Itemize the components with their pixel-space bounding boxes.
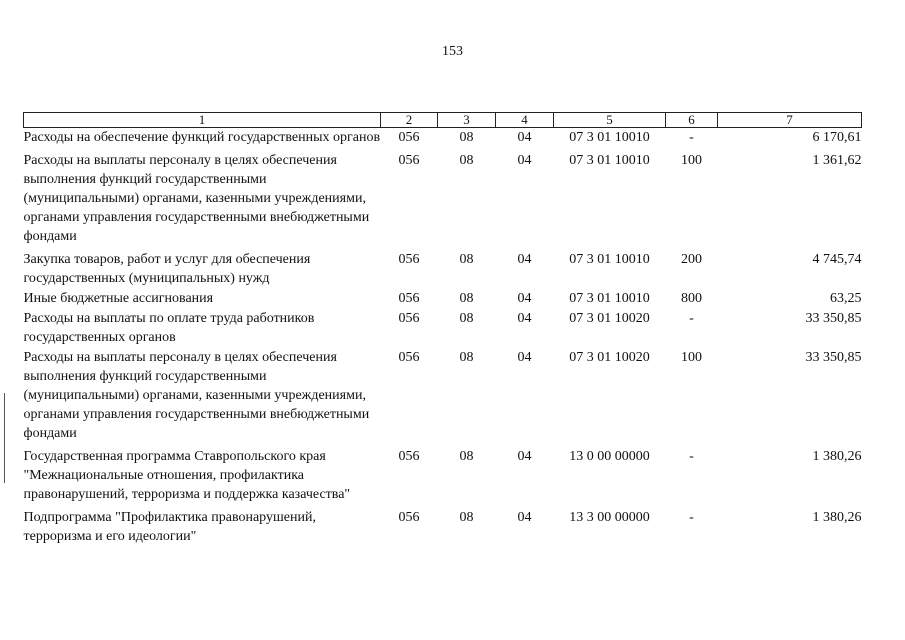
row-rz: 08 — [459, 291, 474, 306]
row-csr: 07 3 01 10020 — [569, 311, 650, 326]
row-name: Расходы на обеспечение функций государственных органов — [23, 130, 381, 145]
scan-margin-line — [4, 393, 5, 483]
row-ved: 056 — [398, 311, 420, 326]
row-ved: 056 — [398, 153, 420, 168]
row-name: Закупка товаров, работ и услуг для обеспечения государственных (муниципальных) нужд — [23, 252, 311, 286]
row-ved: 056 — [398, 291, 420, 306]
header-row — [24, 113, 862, 128]
row-csr: 07 3 01 10010 — [569, 130, 650, 145]
row-csr: 07 3 01 10010 — [569, 153, 650, 168]
row-ved: 056 — [398, 510, 420, 525]
table-row — [24, 508, 862, 547]
row-sum: 4 745,74 — [812, 252, 862, 267]
row-ved: 056 — [398, 350, 420, 365]
row-sum: 1 361,62 — [812, 153, 862, 168]
row-pr: 04 — [517, 350, 532, 365]
row-vr: - — [689, 510, 694, 525]
row-pr: 04 — [517, 153, 532, 168]
row-vr: 100 — [681, 350, 702, 365]
row-ved: 056 — [398, 130, 420, 145]
header-col-5: 5 — [554, 113, 666, 128]
row-vr: 100 — [681, 153, 702, 168]
header-col-2: 2 — [381, 113, 438, 128]
row-csr: 13 0 00 00000 — [569, 449, 650, 464]
row-name: Расходы на выплаты по оплате труда работников государственных органов — [23, 311, 315, 345]
table-row — [24, 151, 862, 250]
table-row — [24, 250, 862, 289]
row-pr: 04 — [517, 311, 532, 326]
table-row — [24, 309, 862, 348]
row-sum: 1 380,26 — [812, 449, 862, 464]
row-ved: 056 — [398, 252, 420, 267]
table-header — [24, 113, 862, 128]
row-rz: 08 — [459, 350, 474, 365]
row-name: Государственная программа Ставропольского края "Межнациональные отношения, профилактика правонарушений, терроризма и поддержка казачества" — [23, 449, 351, 502]
row-name: Расходы на выплаты персоналу в целях обеспечения выполнения функций государственными (муниципальными) органами, казенными учреждениями, органами управления государственными внебюджетными фондами — [23, 350, 370, 441]
row-name: Подпрограмма "Профилактика правонарушений, терроризма и его идеологии" — [23, 510, 316, 544]
row-csr: 07 3 01 10020 — [569, 350, 650, 365]
header-col-3: 3 — [438, 113, 496, 128]
header-col-1: 1 — [24, 113, 381, 128]
table-row — [24, 128, 862, 152]
row-vr: 800 — [681, 291, 702, 306]
row-sum: 63,25 — [830, 291, 862, 306]
row-pr: 04 — [517, 510, 532, 525]
row-vr: - — [689, 130, 694, 145]
row-rz: 08 — [459, 153, 474, 168]
table-row — [24, 348, 862, 447]
row-pr: 04 — [517, 130, 532, 145]
row-rz: 08 — [459, 252, 474, 267]
row-csr: 07 3 01 10010 — [569, 291, 650, 306]
row-pr: 04 — [517, 291, 532, 306]
row-sum: 33 350,85 — [805, 350, 862, 365]
table-row — [24, 289, 862, 309]
row-sum: 6 170,61 — [812, 130, 862, 145]
header-col-6: 6 — [666, 113, 718, 128]
row-rz: 08 — [459, 311, 474, 326]
row-rz: 08 — [459, 510, 474, 525]
header-col-7: 7 — [718, 113, 862, 128]
row-csr: 07 3 01 10010 — [569, 252, 650, 267]
row-rz: 08 — [459, 449, 474, 464]
row-name: Иные бюджетные ассигнования — [23, 291, 214, 306]
row-rz: 08 — [459, 130, 474, 145]
table-row — [24, 447, 862, 508]
row-ved: 056 — [398, 449, 420, 464]
row-sum: 33 350,85 — [805, 311, 862, 326]
budget-table — [23, 112, 862, 547]
page-number: 153 — [442, 44, 463, 59]
row-name: Расходы на выплаты персоналу в целях обеспечения выполнения функций государственными (муниципальными) органами, казенными учреждениями, органами управления государственными внебюджетными фондами — [23, 153, 370, 244]
row-vr: - — [689, 311, 694, 326]
row-vr: 200 — [681, 252, 702, 267]
row-vr: - — [689, 449, 694, 464]
row-sum: 1 380,26 — [812, 510, 862, 525]
table-body — [24, 128, 862, 548]
row-pr: 04 — [517, 252, 532, 267]
header-col-4: 4 — [496, 113, 554, 128]
row-csr: 13 3 00 00000 — [569, 510, 650, 525]
row-pr: 04 — [517, 449, 532, 464]
